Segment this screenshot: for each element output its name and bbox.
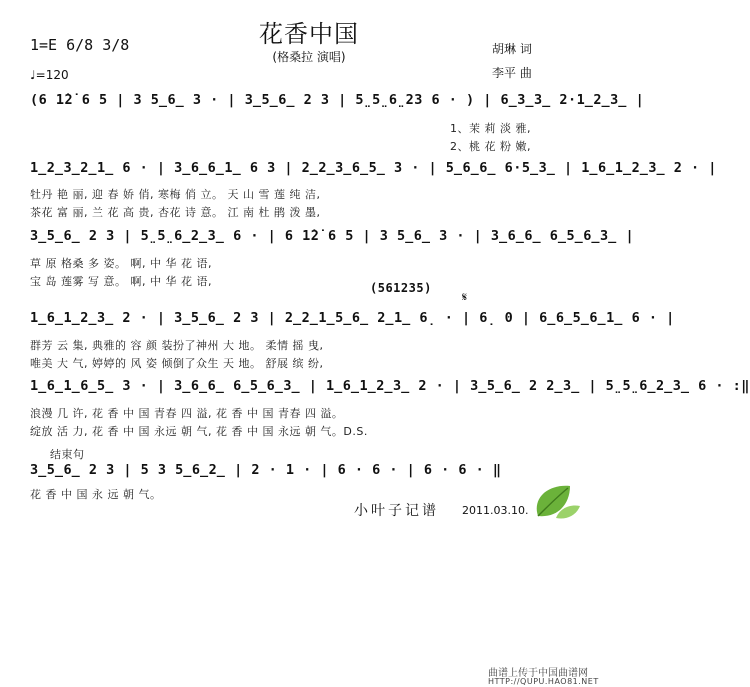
transcription-date: 2011.03.10. [462, 504, 529, 517]
transcriber-signature: 小叶子记谱 [354, 503, 439, 519]
lyric-line-4-v2: 唯美 大 气, 婷婷的 风 姿 倾倒了众生 天 地。 舒展 缤 纷, [30, 357, 324, 370]
lyric-line-6: 花 香 中 国 永 远 朝 气。 [30, 488, 162, 501]
source-site-label: 曲谱上传于中国曲谱网 [488, 668, 588, 679]
lyric-line-2-v1: 牡丹 艳 丽, 迎 春 娇 俏, 寒梅 俏 立。 天 山 雪 莲 纯 洁, [30, 188, 321, 201]
lyric-line-3-v2: 宝 岛 莲雾 写 意。 啊, 中 华 花 语, [30, 275, 212, 288]
leaf-icon [530, 480, 582, 522]
key-signature: 1=E 6/8 3/8 [30, 36, 130, 54]
performer: (格桑拉 演唱) [272, 50, 346, 64]
music-line-6: 3̲5̲6̲ 2 3 | 5 3 5̲6̲2̲ | 2 · 1 · | 6 · 6 · | 6 · 6 · ‖ [30, 462, 502, 478]
coda-label: 结束句 [50, 448, 85, 461]
lyric-line-5-v1: 浪漫 几 许, 花 香 中 国 青春 四 溢, 花 香 中 国 青春 四 溢。 [30, 407, 344, 420]
music-line-3: 3̲5̲6̲ 2 3 | 5̤5̤6̲2̲3̲ 6 · | 6 1̇2̇ 6 5 | 3 5̲6̲ 3 · | 3̲6̲6̲ 6̲5̲6̲3̲ | [30, 228, 635, 244]
song-title: 花香中国 [259, 20, 359, 48]
segno-sign: 𝄋 [462, 290, 468, 304]
lyric-line-1-v1: 1、茉 莉 淡 雅, [450, 122, 531, 135]
lyric-line-5-v2: 绽放 活 力, 花 香 中 国 永远 朝 气, 花 香 中 国 永远 朝 气。D.S. [30, 425, 368, 438]
lyric-line-2-v2: 茶花 富 丽, 兰 花 高 贵, 杏花 诗 意。 江 南 杜 鹃 泼 墨, [30, 206, 321, 219]
music-line-5: 1̲6̲1̲6̲5̲ 3 · | 3̲6̲6̲ 6̲5̲6̲3̲ | 1̲6̲1̲2̲3̲ 2 · | 3̲5̲6̲ 2 2̲3̲ | 5̤5̤6̲2̲3̲ 6 · :‖ [30, 378, 750, 394]
composer: 李平 曲 [492, 66, 532, 80]
lyric-line-4-v1: 群芳 云 集, 典雅的 容 颜 装扮了神州 大 地。 柔情 摇 曳, [30, 339, 324, 352]
music-line-4: 1̲6̲1̲2̲3̲ 2 · | 3̲5̲6̲ 2 3 | 2̲2̲1̲5̲6̲ 2̲1̲ 6̣ · | 6̣ 0 | 6̲6̲5̲6̲1̲ 6 · | [30, 310, 675, 326]
lyricist: 胡琳 词 [492, 42, 532, 56]
source-site-url[interactable]: HTTP://QUPU.HAO81.NET [488, 677, 599, 686]
lyric-line-1-v2: 2、桃 花 粉 嫩, [450, 140, 531, 153]
music-line-1: (6 1̇2̇ 6 5 | 3 5̲6̲ 3 · | 3̲5̲6̲ 2 3 | 5̤5̤6̤23 6 · ) | 6̲3̲3̲ 2·1̲2̲3̲ | [30, 92, 645, 108]
tempo-mark: ♩=120 [30, 68, 69, 82]
bracket-phrase: (561235) [370, 281, 432, 295]
music-line-2: 1̲2̲3̲2̲1̲ 6 · | 3̲6̲6̲1̲ 6 3 | 2̲2̲3̲6̲5̲ 3 · | 5̲6̲6̲ 6·5̲3̲ | 1̲6̲1̲2̲3̲ 2 · | [30, 160, 717, 176]
lyric-line-3-v1: 草 原 格桑 多 姿。 啊, 中 华 花 语, [30, 257, 212, 270]
